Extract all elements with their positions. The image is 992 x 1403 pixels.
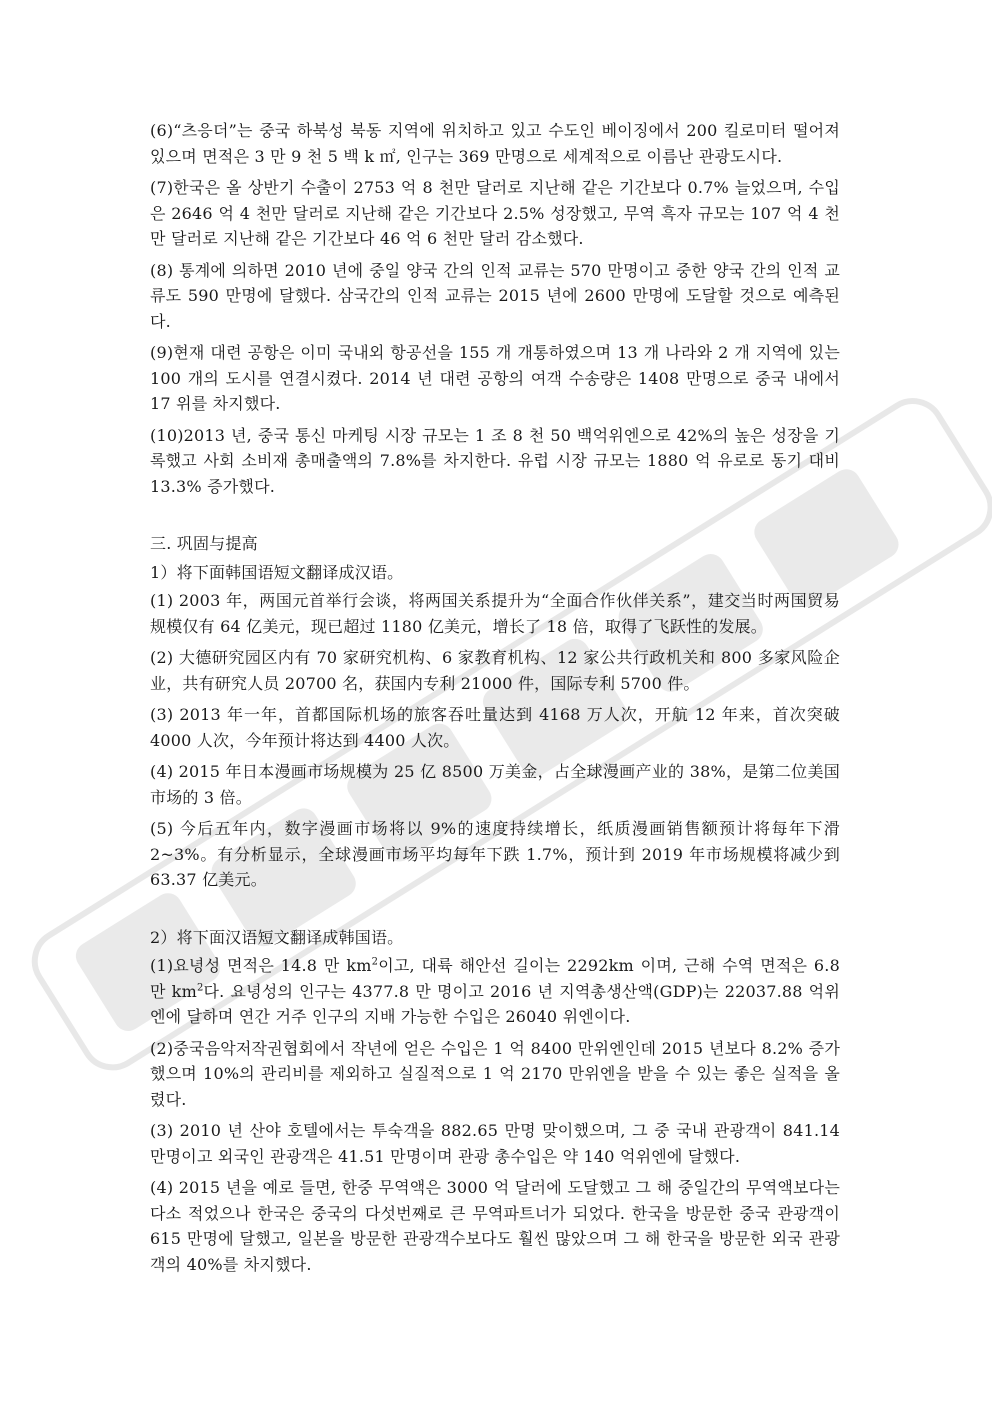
subsection-1-title: 1）将下面韩国语短文翻译成汉语。 — [150, 562, 404, 582]
paragraph-ko-b1-part-c: 다. 요녕성의 인구는 4377.8 만 명이고 2016 년 지역총생산액(GDP)는 22037.88 억위엔에 달하며 연간 거주 인구의 지배 가능한 수입은 26040 위엔이다. — [150, 981, 840, 1026]
paragraph-zh-4: (4) 2015 年日本漫画市场规模为 25 亿 8500 万美金，占全球漫画产业的 38%，是第二位美国市场的 3 倍。 — [150, 762, 840, 807]
paragraph-ko-b3: (3) 2010 년 산야 호텔에서는 투숙객을 882.65 만명 맞이했으며, 그 중 국내 관광객이 841.14 만명이고 외국인 관광객은 41.51 만명이며 관광 총수입은 약 140 억위엔에 달했다. — [150, 1121, 840, 1166]
section-title: 三. 巩固与提高 — [150, 534, 258, 553]
subsection-2-title: 2）将下面汉语短文翻译成韩国语。 — [150, 927, 404, 947]
paragraph-zh-1: (1) 2003 年，两国元首举行会谈，将两国关系提升为“全面合作伙伴关系”，建交当时两国贸易规模仅有 64 亿美元，现已超过 1180 亿美元，增长了 18 倍，取得了飞跃性的发展。 — [150, 591, 840, 636]
paragraph-ko-6: (6)“츠응더”는 중국 하북성 북동 지역에 위치하고 있고 수도인 베이징에서 200 킬로미터 떨어져 있으며 면적은 3 만 9 천 5 백 k ㎡, 인구는 369 만명으로 세계적으로 이름난 관광도시다. — [150, 121, 840, 166]
superscript: 2 — [371, 956, 379, 968]
paragraph-ko-b1-part-a: (1)요녕성 면적은 14.8 만 km — [150, 956, 372, 975]
page-content — [150, 118, 840, 1283]
paragraph-ko-8: (8) 통계에 의하면 2010 년에 중일 양국 간의 인적 교류는 570 만명이고 중한 양국 간의 인적 교류도 590 만명에 달했다. 삼국간의 인적 교류는 2015 년에 2600 만명에 도달할 것으로 예측된다. — [150, 260, 840, 331]
paragraph-ko-b1-part-b: 이고, 대륙 해안선 길이는 2292km 이며, 근해 수역 면적은 6.8 만 km — [150, 956, 840, 1001]
superscript: 2 — [196, 982, 204, 994]
paragraph-zh-2: (2) 大德研究园区内有 70 家研究机构、6 家教育机构、12 家公共行政机关和 800 多家风险企业，共有研究人员 20700 名，获国内专利 21000 件，国际专利 5700 件。 — [150, 648, 840, 693]
paragraph-zh-3: (3) 2013 年一年，首都国际机场的旅客吞吐量达到 4168 万人次，开航 12 年来，首次突破 4000 人次，今年预计将达到 4400 人次。 — [150, 705, 840, 750]
paragraph-ko-10: (10)2013 년, 중국 통신 마케팅 시장 규모는 1 조 8 천 50 백억위엔으로 42%의 높은 성장을 기록했고 사회 소비재 총매출액의 7.8%를 차지한다. 유럽 시장 규모는 1880 억 유로로 동기 대비 13.3% 증가했다. — [150, 425, 840, 496]
section-gap — [150, 505, 840, 531]
section-gap — [150, 899, 840, 925]
paragraph-ko-b1 — [150, 953, 840, 1030]
paragraph-ko-7: (7)한국은 올 상반기 수출이 2753 억 8 천만 달러로 지난해 같은 기간보다 0.7% 늘었으며, 수입은 2646 억 4 천만 달러로 지난해 같은 기간보다 2.5% 성장했고, 무역 흑자 규모는 107 억 4 천만 달러로 지난해 같은 기간보다 46 억 6 천만 달러 감소했다. — [150, 178, 840, 248]
paragraph-zh-5: (5) 今后五年内，数字漫画市场将以 9%的速度持续增长，纸质漫画销售额预计将每年下滑 2~3%。有分析显示，全球漫画市场平均每年下跌 1.7%，预计到 2019 年市场规模将减少到 63.37 亿美元。 — [150, 819, 840, 889]
paragraph-ko-b2: (2)중국음악저작권협회에서 작년에 얻은 수입은 1 억 8400 만위엔인데 2015 년보다 8.2% 증가했으며 10%의 관리비를 제외하고 실질적으로 1 억 2170 만위엔을 받을 수 있는 좋은 실적을 올렸다. — [150, 1038, 840, 1109]
paragraph-ko-b4: (4) 2015 년을 예로 들면, 한중 무역액은 3000 억 달러에 도달했고 그 해 중일간의 무역액보다는 다소 적었으나 한국은 중국의 다섯번째로 큰 무역파트너가 되었다. 한국을 방문한 중국 관광객이 615 만명에 달했고, 일본을 방문한 관광객수보다도 훨씬 많았으며 그 해 한국을 방문한 외국 관광객의 40%를 차지했다. — [150, 1178, 840, 1274]
paragraph-ko-9: (9)현재 대련 공항은 이미 국내외 항공선을 155 개 개통하였으며 13 개 나라와 2 개 지역에 있는 100 개의 도시를 연결시켰다. 2014 년 대련 공항의 여객 수송량은 1408 만명으로 중국 내에서 17 위를 차지했다. — [150, 343, 840, 413]
